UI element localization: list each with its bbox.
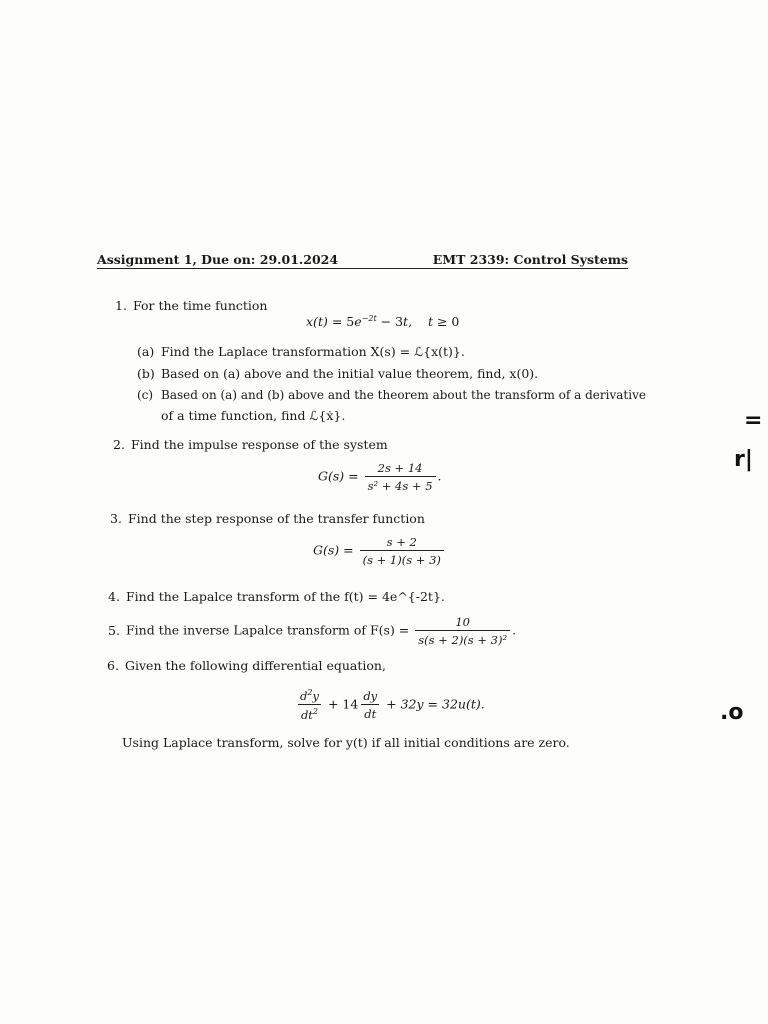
denominator: s² + 4s + 5 xyxy=(365,476,436,493)
margin-mark-2: r| xyxy=(734,447,753,472)
part-label: (b) xyxy=(137,366,155,381)
question-text: Find the Lapalce transform of the f(t) = 4e^{-2t}. xyxy=(126,589,445,604)
margin-mark-3: .o xyxy=(720,700,744,725)
question-2 xyxy=(113,437,388,452)
fraction xyxy=(365,461,436,493)
part-text: Based on (a) and (b) above and the theorem about the transform of a derivative xyxy=(161,388,646,402)
denominator: s(s + 2)(s + 3)² xyxy=(415,630,510,647)
assignment-title: Assignment 1, Due on: 29.01.2024 xyxy=(97,252,339,267)
equation-rhs: + 32y = 32u(t). xyxy=(386,696,485,712)
numerator: s + 2 xyxy=(386,535,417,549)
question-text: Find the impulse response of the system xyxy=(131,437,388,452)
part-label: (a) xyxy=(137,344,155,359)
question-number: 1. xyxy=(115,298,127,313)
numerator: 2s + 14 xyxy=(377,461,423,475)
denominator: (s + 1)(s + 3) xyxy=(360,550,444,567)
margin-mark-1: = xyxy=(744,408,763,433)
page-header xyxy=(97,252,628,269)
question-text: Find the inverse Lapalce transform of F(s) = xyxy=(126,622,410,638)
fraction xyxy=(360,535,444,567)
part-text: Find the Laplace transformation X(s) = ℒ{x(t)}. xyxy=(161,344,465,359)
question-number: 6. xyxy=(107,658,119,673)
q6-instruction: Using Laplace transform, solve for y(t) if all initial conditions are zero. xyxy=(122,735,570,750)
question-number: 4. xyxy=(108,589,120,604)
question-number: 5. xyxy=(108,622,120,638)
question-4 xyxy=(108,589,445,604)
question-text: Find the step response of the transfer function xyxy=(128,511,425,526)
question-1 xyxy=(115,298,267,313)
q2-transfer-function: G(s) = $\frac{2s + 14}{\text{s² + 4s + 5}}$ . xyxy=(318,461,442,493)
q6-differential-equation: $\frac{d^2y}{dt^2}$ + 14 $\frac{dy}{dt}$ + 32y = 32u(t). xyxy=(295,688,485,722)
q1-part-b xyxy=(137,366,538,381)
question-3 xyxy=(110,511,425,526)
question-number: 2. xyxy=(113,437,125,452)
q3-transfer-function xyxy=(313,535,446,567)
course-title: EMT 2339: Control Systems xyxy=(432,252,628,267)
part-text: Based on (a) above and the initial value theorem, find, x(0). xyxy=(161,366,539,381)
question-text: For the time function xyxy=(133,298,268,313)
numerator: 10 xyxy=(455,615,470,629)
question-number: 3. xyxy=(110,511,122,526)
fraction xyxy=(415,615,510,647)
question-text: Given the following differential equation, xyxy=(125,658,386,673)
question-5: 5. Find the inverse Lapalce transform of F(s) = $\frac{10}{\text{s(s + 2)(s + 3)²}}$ . xyxy=(108,615,517,647)
lhs: G(s) = xyxy=(313,542,354,558)
question-6 xyxy=(107,658,386,673)
q1-part-c xyxy=(137,388,646,402)
lhs: G(s) = xyxy=(318,468,359,484)
q1-equation: $x(t) = 5e^{-2t} - 3t$, t ≥ 0 xyxy=(306,314,460,329)
part-label: (c) xyxy=(137,388,154,402)
q1-part-c-continuation: of a time function, find ℒ{ẋ}. xyxy=(161,408,346,423)
q1-part-a xyxy=(137,344,465,359)
